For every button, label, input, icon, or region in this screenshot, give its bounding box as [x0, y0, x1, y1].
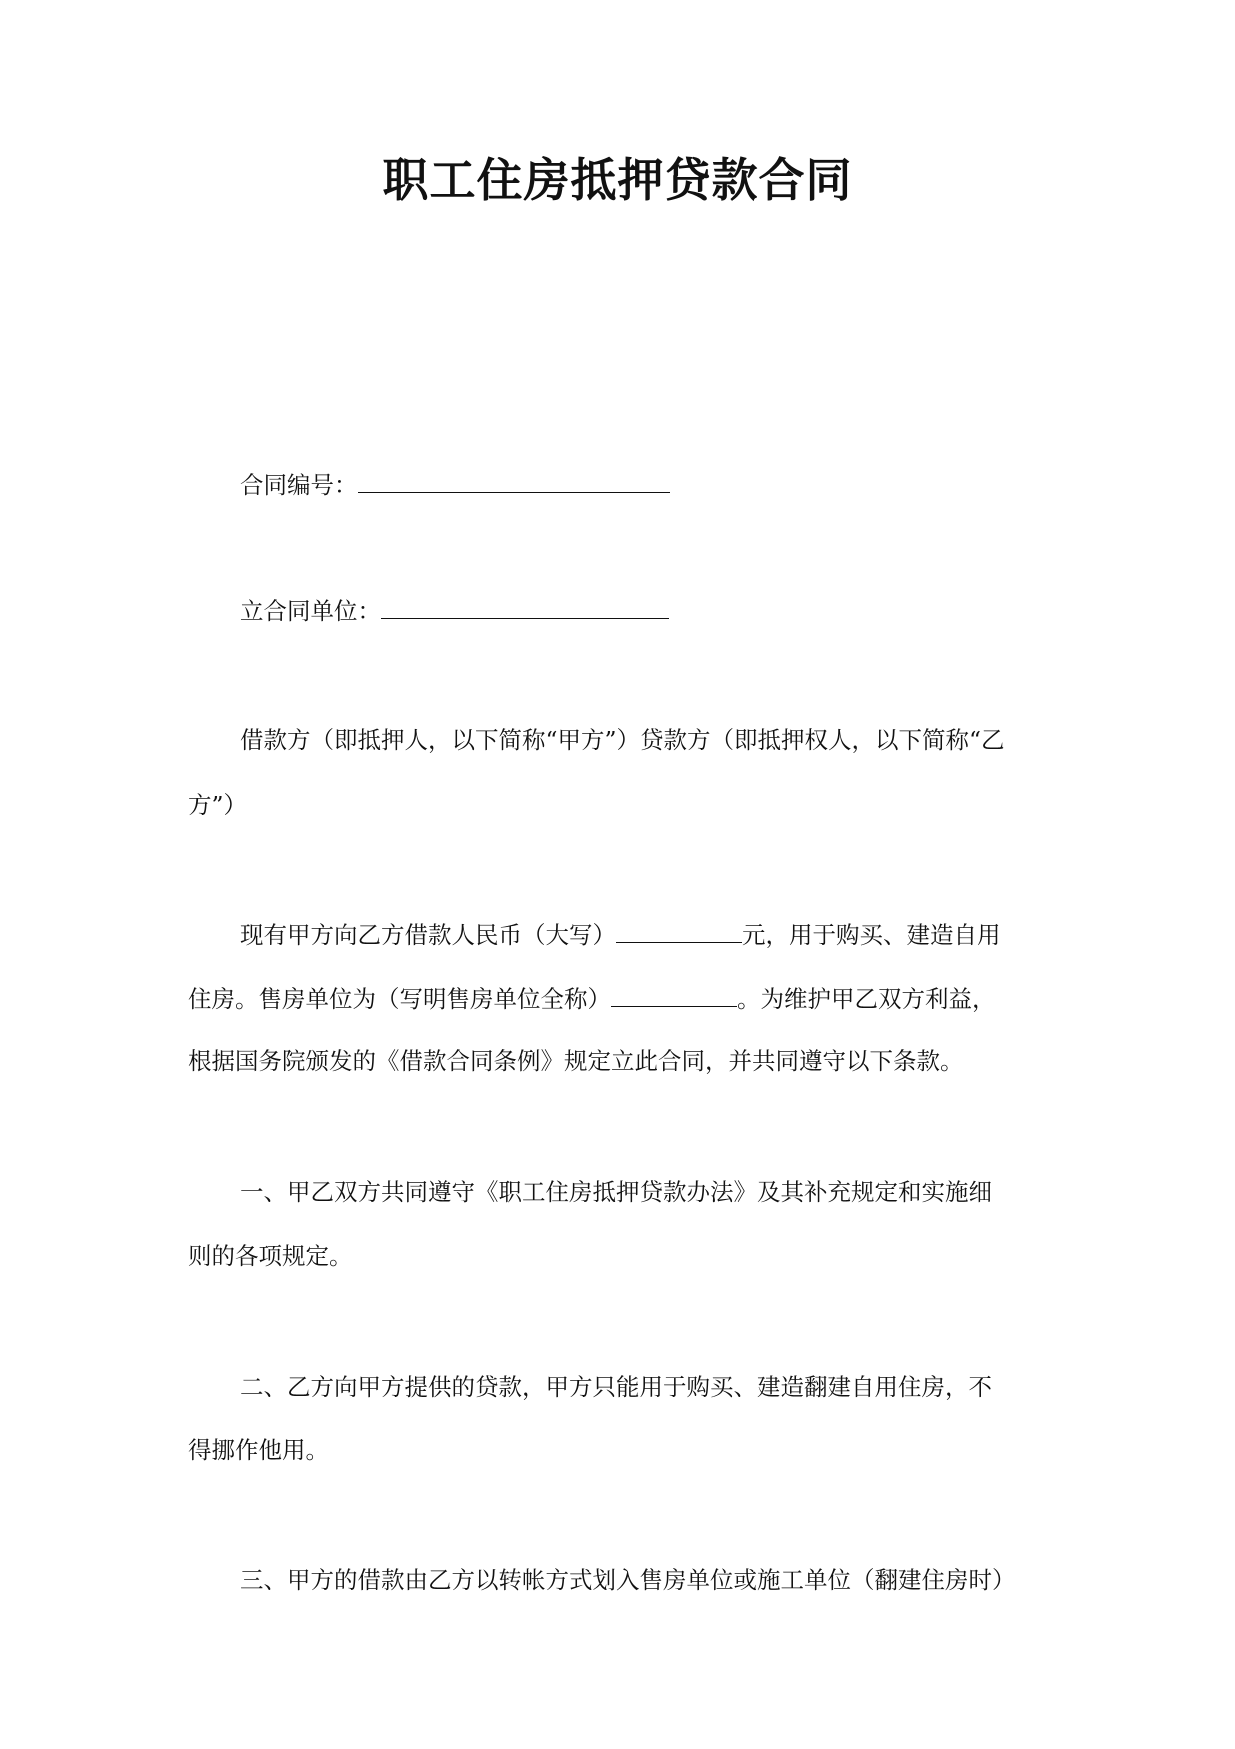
clause-2-line-1: 二、乙方向甲方提供的贷款，甲方只能用于购买、建造翻建自用住房，不: [240, 1373, 992, 1401]
loan-line-2: [188, 980, 996, 1017]
loan-amount-label: 现有甲方向乙方借款人民币（大写）: [240, 921, 616, 949]
loan-purpose-text: 元，用于购买、建造自用: [742, 921, 1001, 949]
loan-line-1: [240, 916, 1001, 953]
loan-line-3: 根据国务院颁发的《借款合同条例》规定立此合同，并共同遵守以下条款。: [188, 1047, 964, 1075]
loan-amount-blank[interactable]: [616, 916, 742, 943]
contract-number-blank[interactable]: [358, 466, 670, 493]
document-title: 职工住房抵押贷款合同: [382, 153, 853, 207]
contract-number-line: [240, 466, 670, 503]
loan-interest-text: 。为维护甲乙双方利益，: [737, 985, 996, 1013]
contract-unit-line: [240, 592, 669, 629]
contract-unit-label: 立合同单位：: [240, 597, 381, 625]
parties-line-2: 方”）: [188, 791, 248, 819]
contract-unit-blank[interactable]: [381, 592, 669, 619]
clause-3-line-1: 三、甲方的借款由乙方以转帐方式划入售房单位或施工单位（翻建住房时）: [240, 1566, 1016, 1594]
contract-number-label: 合同编号：: [240, 471, 358, 499]
clause-2-line-2: 得挪作他用。: [188, 1436, 329, 1464]
clause-1-line-1: 一、甲乙双方共同遵守《职工住房抵押贷款办法》及其补充规定和实施细: [240, 1178, 992, 1206]
seller-label: 住房。售房单位为（写明售房单位全称）: [188, 985, 611, 1013]
clause-1-line-2: 则的各项规定。: [188, 1242, 353, 1270]
seller-name-blank[interactable]: [611, 980, 737, 1007]
parties-line-1: 借款方（即抵押人，以下简称“甲方”）贷款方（即抵押权人，以下简称“乙: [240, 726, 1005, 754]
